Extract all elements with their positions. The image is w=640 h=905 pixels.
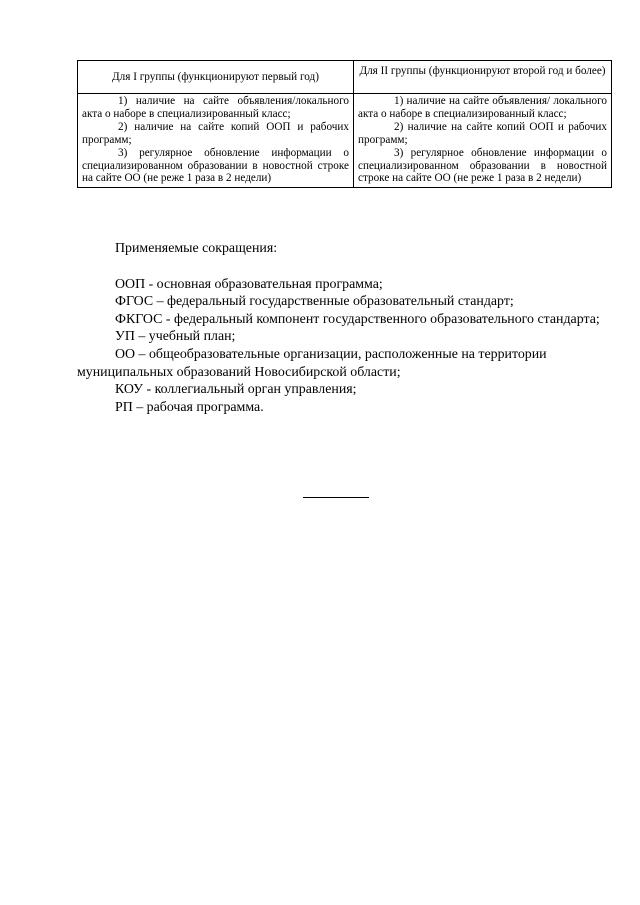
table-row [78, 94, 612, 188]
abbreviation-item: ФГОС – федеральный государственные образовательный стандарт; [115, 294, 514, 310]
abbreviations-section [77, 240, 612, 416]
group-1-cell [78, 94, 354, 188]
end-divider [303, 497, 369, 498]
abbreviation-item: ОО – общеобразовательные организации, расположенные на территории муниципальных образований Новосибирской области; [77, 346, 547, 380]
abbreviation-item: ООП - основная образовательная программа; [115, 276, 383, 292]
table-header-row [78, 61, 612, 94]
group-1-item: 2) наличие на сайте копий ООП и рабочих программ; [82, 120, 349, 146]
group-2-item: 2) наличие на сайте копий ООП и рабочих программ; [358, 120, 607, 146]
header-group-2: Для II группы (функционируют второй год и более) [354, 61, 612, 94]
group-2-cell [354, 94, 612, 188]
abbreviation-item: ФКГОС - федеральный компонент государственного образовательного стандарта; [115, 311, 600, 327]
group-1-item: 1) наличие на сайте объявления/локального акта о наборе в специализированный класс; [82, 95, 349, 120]
group-2-item: 3) регулярное обновление информации о специализированном образовании в новостной строке на сайте ОО (не реже 1 раза в 2 недели) [358, 146, 607, 185]
abbreviation-item: КОУ - коллегиальный орган управления; [115, 382, 357, 398]
abbreviation-item: УП – учебный план; [115, 329, 236, 345]
abbreviations-title: Применяемые сокращения: [115, 241, 278, 256]
group-2-item: 1) наличие на сайте объявления/ локального акта о наборе в специализированный класс; [358, 95, 607, 120]
header-group-1: Для I группы (функционируют первый год) [78, 61, 354, 94]
abbreviation-item: РП – рабочая программа. [115, 399, 264, 415]
criteria-table [77, 60, 612, 188]
group-1-item: 3) регулярное обновление информации о специализированном образовании в новостной строке на сайте ОО (не реже 1 раза в 2 недели) [82, 146, 349, 185]
